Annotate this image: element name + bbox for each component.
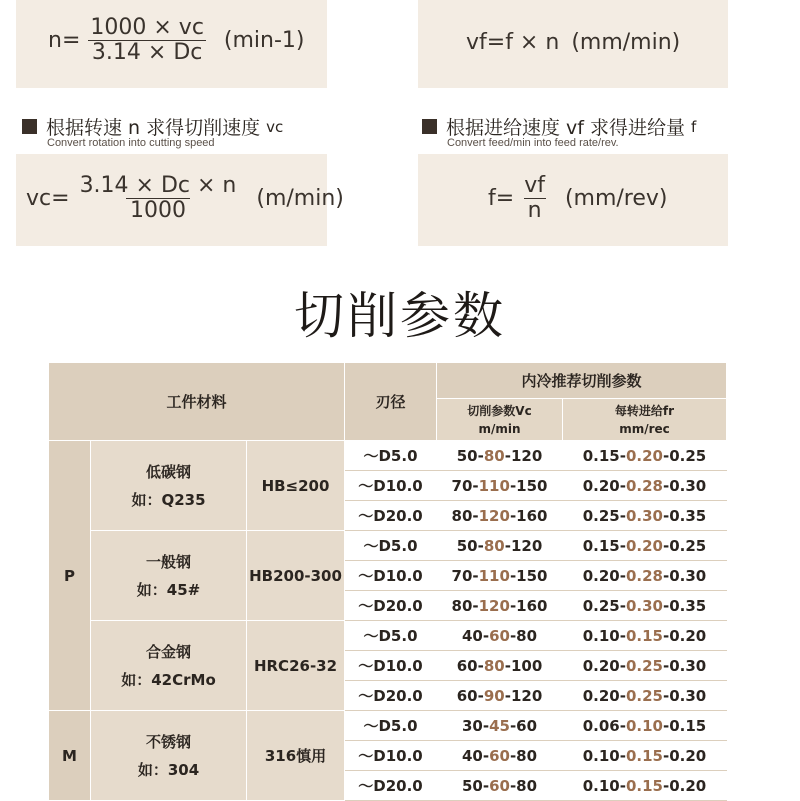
dash-separator: - [509, 716, 517, 735]
vc-min: 40 [461, 746, 483, 765]
fr-min: 0.20 [582, 476, 620, 495]
fr-max: 0.25 [669, 536, 707, 555]
header-vc-line1: 切削参数Vc [467, 403, 532, 418]
dash-separator: - [663, 686, 670, 705]
vc-min: 50 [461, 776, 483, 795]
diameter-cell: ～D5.0 [345, 711, 437, 741]
vc-recommended: 60 [489, 626, 510, 645]
page-title: 切削参数 [294, 287, 506, 345]
fr-min: 0.06 [582, 716, 620, 735]
vc-heading-text: 根据转速 n 求得切削速度 [46, 117, 261, 139]
vc-cell [437, 501, 563, 531]
n-formula-numerator: 1000 × vc [90, 15, 204, 40]
category-cell: P [49, 441, 91, 711]
vc-max: 120 [510, 536, 543, 555]
f-formula-lhs: f= [488, 186, 515, 211]
material-example: 如：304 [137, 760, 200, 779]
f-section-heading [422, 113, 696, 140]
header-fr-line1: 每转进给fr [614, 403, 675, 418]
fr-cell [563, 651, 727, 681]
table-row [49, 621, 727, 651]
fr-min: 0.20 [582, 686, 620, 705]
vc-cell [437, 681, 563, 711]
fr-min: 0.15 [582, 536, 620, 555]
vc-recommended: 110 [478, 476, 510, 495]
fr-max: 0.35 [669, 596, 707, 615]
diameter-cell: ～D20.0 [345, 681, 437, 711]
diameter-cell: ～D10.0 [345, 471, 437, 501]
dash-separator: - [509, 746, 517, 765]
dash-separator: - [619, 686, 626, 705]
vc-cell [437, 531, 563, 561]
fr-max: 0.30 [669, 686, 707, 705]
vc-min: 80 [451, 506, 473, 525]
vc-min: 80 [451, 596, 473, 615]
diameter-cell: ～D10.0 [345, 741, 437, 771]
dash-separator: - [663, 656, 670, 675]
diameter-cell: ～D20.0 [345, 771, 437, 801]
vc-cell [437, 711, 563, 741]
vc-min: 50 [456, 536, 478, 555]
diameter-cell: ～D20.0 [345, 501, 437, 531]
n-formula-lhs: n= [48, 28, 81, 53]
fr-recommended: 0.25 [625, 686, 663, 705]
vc-min: 70 [451, 566, 473, 585]
dash-separator: - [509, 476, 517, 495]
fr-cell [563, 711, 727, 741]
dash-separator: - [504, 656, 511, 675]
header-fr-line2: mm/rec [619, 421, 670, 436]
fr-max: 0.20 [669, 746, 707, 765]
vc-max: 120 [510, 446, 543, 465]
diameter-cell: ～D5.0 [345, 531, 437, 561]
fr-recommended: 0.20 [625, 536, 663, 555]
vc-recommended: 90 [483, 686, 505, 705]
dash-separator: - [619, 746, 626, 765]
hardness-cell: HB200-300 [247, 531, 345, 621]
vc-max: 160 [516, 506, 548, 525]
vc-formula [26, 174, 344, 223]
dash-separator: - [472, 506, 479, 525]
diameter-cell: ～D10.0 [345, 561, 437, 591]
fr-recommended: 0.25 [625, 656, 663, 675]
f-formula-unit: (mm/rev) [564, 186, 668, 211]
diameter-cell: ～D5.0 [345, 441, 437, 471]
vc-recommended: 120 [478, 506, 510, 525]
table-body [49, 363, 727, 801]
vc-min: 60 [456, 656, 478, 675]
vc-min: 40 [461, 626, 483, 645]
f-heading-english: Convert feed/min into feed rate/rev. [447, 137, 619, 149]
material-cell [91, 531, 247, 621]
vf-formula-unit: (mm/min) [571, 30, 681, 55]
vc-max: 80 [516, 746, 538, 765]
dash-separator: - [504, 686, 511, 705]
f-formula [488, 174, 668, 223]
table-row [49, 441, 727, 471]
dash-separator: - [482, 626, 490, 645]
vc-max: 80 [516, 776, 538, 795]
hardness-cell: 316慎用 [247, 711, 345, 801]
header-vc [437, 399, 563, 441]
fr-recommended: 0.10 [625, 716, 663, 735]
dash-separator: - [504, 536, 511, 555]
material-name: 不锈钢 [145, 732, 191, 751]
table-row [49, 531, 727, 561]
n-formula [48, 16, 305, 65]
dash-separator: - [619, 716, 626, 735]
dash-separator: - [482, 716, 490, 735]
vc-recommended: 120 [478, 596, 510, 615]
fr-recommended: 0.28 [625, 476, 663, 495]
dash-separator: - [663, 746, 670, 765]
category-cell: M [49, 711, 91, 801]
vc-cell [437, 591, 563, 621]
n-formula-unit: (min-1) [223, 28, 305, 53]
material-example: 如：45# [136, 580, 201, 599]
fr-cell [563, 591, 727, 621]
material-cell [91, 621, 247, 711]
vc-recommended: 110 [478, 566, 510, 585]
fr-cell [563, 441, 727, 471]
dash-separator: - [477, 656, 484, 675]
dash-separator: - [472, 596, 479, 615]
hardness-cell: HB≤200 [247, 441, 345, 531]
material-cell [91, 711, 247, 801]
dash-separator: - [619, 656, 626, 675]
fr-min: 0.10 [582, 776, 620, 795]
fr-min: 0.10 [582, 626, 620, 645]
fr-max: 0.15 [669, 716, 707, 735]
dash-separator: - [619, 566, 626, 585]
fr-cell [563, 501, 727, 531]
fr-max: 0.30 [669, 566, 707, 585]
vc-formula-lhs: vc= [26, 186, 70, 211]
f-heading-text: 根据进给速度 vf 求得进给量 [446, 117, 686, 139]
vc-max: 80 [516, 626, 538, 645]
material-name: 一般钢 [145, 552, 191, 571]
vc-heading-english: Convert rotation into cutting speed [47, 137, 215, 149]
hardness-cell: HRC26-32 [247, 621, 345, 711]
fr-recommended: 0.30 [625, 596, 663, 615]
n-formula-fraction [86, 16, 208, 65]
dash-separator: - [509, 626, 517, 645]
dash-separator: - [663, 506, 670, 525]
table-row [49, 711, 727, 741]
fr-cell [563, 531, 727, 561]
vc-max: 150 [516, 566, 548, 585]
vc-min: 70 [451, 476, 473, 495]
dash-separator: - [663, 536, 670, 555]
dash-separator: - [619, 596, 626, 615]
fr-max: 0.30 [669, 476, 707, 495]
dash-separator: - [482, 746, 490, 765]
vf-formula [466, 30, 680, 55]
vc-max: 150 [516, 476, 548, 495]
fr-max: 0.20 [669, 626, 707, 645]
material-cell [91, 441, 247, 531]
vc-formula-unit: (m/min) [256, 186, 344, 211]
dash-separator: - [663, 566, 670, 585]
header-fr [563, 399, 727, 441]
vc-recommended: 45 [489, 716, 510, 735]
fr-recommended: 0.30 [625, 506, 663, 525]
fr-max: 0.30 [669, 656, 707, 675]
dash-separator: - [663, 776, 670, 795]
fr-recommended: 0.15 [625, 776, 663, 795]
fr-min: 0.20 [582, 656, 620, 675]
dash-separator: - [619, 476, 626, 495]
fr-cell [563, 471, 727, 501]
fr-min: 0.25 [582, 506, 620, 525]
vc-cell [437, 651, 563, 681]
dash-separator: - [477, 536, 484, 555]
fr-cell [563, 561, 727, 591]
dash-separator: - [619, 506, 626, 525]
dash-separator: - [472, 566, 479, 585]
vc-max: 160 [516, 596, 548, 615]
vc-cell [437, 441, 563, 471]
vc-min: 60 [456, 686, 478, 705]
n-formula-denominator: 3.14 × Dc [88, 40, 206, 65]
header-diameter: 刃径 [345, 363, 437, 441]
material-name: 低碳钢 [145, 462, 191, 481]
fr-recommended: 0.15 [625, 746, 663, 765]
vc-recommended: 80 [483, 656, 505, 675]
fr-cell [563, 741, 727, 771]
fr-max: 0.25 [669, 446, 707, 465]
fr-cell [563, 771, 727, 801]
dash-separator: - [509, 596, 517, 615]
fr-min: 0.25 [582, 596, 620, 615]
vc-cell [437, 471, 563, 501]
vc-cell [437, 771, 563, 801]
vc-recommended: 80 [483, 446, 505, 465]
fr-min: 0.15 [582, 446, 620, 465]
fr-recommended: 0.28 [625, 566, 663, 585]
vc-recommended: 80 [483, 536, 505, 555]
vf-formula-lhs: vf=f × n [466, 30, 560, 55]
dash-separator: - [477, 446, 484, 465]
f-formula-denominator: n [524, 198, 546, 223]
f-formula-numerator: vf [524, 173, 545, 198]
fr-recommended: 0.20 [625, 446, 663, 465]
dash-separator: - [663, 716, 670, 735]
fr-min: 0.20 [582, 566, 620, 585]
material-example: 如：42CrMo [121, 670, 216, 689]
material-name: 合金钢 [145, 642, 191, 661]
vc-recommended: 60 [489, 746, 510, 765]
f-heading-var: f [691, 117, 697, 136]
square-bullet-icon [22, 119, 37, 134]
vc-formula-fraction [76, 174, 241, 223]
vc-max: 100 [510, 656, 543, 675]
vc-cell [437, 621, 563, 651]
diameter-cell: ～D20.0 [345, 591, 437, 621]
dash-separator: - [663, 446, 670, 465]
vc-formula-numerator: 3.14 × Dc × n [79, 173, 237, 198]
fr-max: 0.35 [669, 506, 707, 525]
material-example: 如：Q235 [131, 490, 206, 509]
f-formula-fraction [520, 174, 549, 223]
dash-separator: - [619, 626, 626, 645]
dash-separator: - [509, 566, 517, 585]
dash-separator: - [619, 446, 626, 465]
dash-separator: - [509, 506, 517, 525]
vc-cell [437, 741, 563, 771]
header-vc-line2: m/min [478, 421, 521, 436]
dash-separator: - [619, 776, 626, 795]
fr-cell [563, 621, 727, 651]
vc-max: 60 [516, 716, 538, 735]
header-recommended: 内冷推荐切削参数 [437, 363, 727, 399]
vc-cell [437, 561, 563, 591]
fr-min: 0.10 [582, 746, 620, 765]
diameter-cell: ～D5.0 [345, 621, 437, 651]
vc-heading-var: vc [266, 117, 284, 136]
vc-min: 50 [456, 446, 478, 465]
vc-max: 120 [510, 686, 543, 705]
fr-max: 0.20 [669, 776, 707, 795]
fr-cell [563, 681, 727, 711]
vc-section-heading [22, 113, 283, 140]
dash-separator: - [504, 446, 511, 465]
cutting-parameter-table [48, 362, 727, 801]
diameter-cell: ～D10.0 [345, 651, 437, 681]
fr-recommended: 0.15 [625, 626, 663, 645]
vc-formula-denominator: 1000 [126, 198, 190, 223]
dash-separator: - [509, 776, 517, 795]
square-bullet-icon [422, 119, 437, 134]
vc-min: 30 [461, 716, 483, 735]
dash-separator: - [663, 626, 670, 645]
dash-separator: - [472, 476, 479, 495]
header-material: 工件材料 [49, 363, 345, 441]
dash-separator: - [663, 596, 670, 615]
dash-separator: - [482, 776, 490, 795]
dash-separator: - [663, 476, 670, 495]
vc-recommended: 60 [489, 776, 510, 795]
dash-separator: - [477, 686, 484, 705]
dash-separator: - [619, 536, 626, 555]
